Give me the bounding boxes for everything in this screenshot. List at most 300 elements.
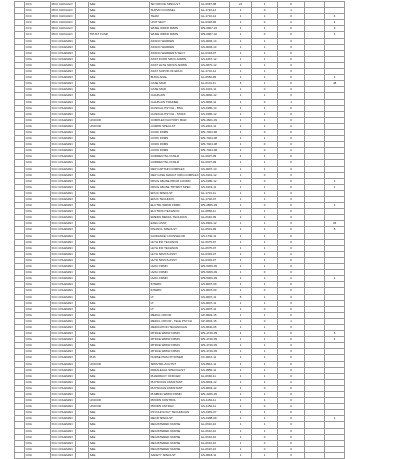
cell-count-c: 0: [278, 422, 305, 428]
cell-institution: MCC CHICAGO: [51, 20, 76, 26]
cell-series-grade: GS-0603-12: [200, 379, 230, 385]
cell-site-code: COA: [25, 264, 51, 270]
cell-count-b: 1: [252, 324, 278, 330]
cell-institution: FCC COLEMAN: [51, 392, 76, 398]
cell-count-c: 0: [278, 44, 305, 50]
cell-fund: S&E: [89, 148, 150, 154]
cell-fund: S&E: [89, 87, 150, 93]
cell-position-title: HLTH SRVCS ASST: [150, 257, 200, 263]
cell-series-grade: GS-0006-14: [200, 38, 230, 44]
cell-count-a: 1: [230, 56, 252, 62]
cell-count-b: 1: [252, 282, 278, 288]
cell-institution: FCC COLEMAN: [51, 172, 76, 178]
cell-site-code: COA: [25, 385, 51, 391]
cell-fund: S&E: [89, 422, 150, 428]
cell-count-a: 1: [230, 172, 252, 178]
cell-count-b: 1: [252, 117, 278, 123]
cell-count-c: 0: [278, 355, 305, 361]
cell-count-a: 1: [230, 282, 252, 288]
cell-count-c: 0: [278, 111, 305, 117]
cell-count-b: 1: [252, 184, 278, 190]
cell-series-grade: GL-0610-10: [200, 434, 230, 440]
cell-fund: S&E: [89, 379, 150, 385]
cell-count-c: 1: [278, 99, 305, 105]
cell-count-c: 0: [278, 452, 305, 458]
cell-institution: FCC COLEMAN: [51, 331, 76, 337]
cell-position-title: CASE MGR: [150, 81, 200, 87]
cell-fund: S&E: [89, 44, 150, 50]
cell-count-c: 0: [278, 239, 305, 245]
cell-series-grade: WS-6907-02: [200, 32, 230, 38]
cell-count-b: 1: [252, 331, 278, 337]
cell-site-code: COA: [25, 343, 51, 349]
cell-count-b: 1: [252, 197, 278, 203]
cell-position-title: HLTH SRVCS ASST: [150, 251, 200, 257]
cell-count-b: 0: [252, 8, 278, 14]
cell-site-code: COA: [25, 270, 51, 276]
cell-institution: FCC COLEMAN: [51, 416, 76, 422]
cell-fund: S&E: [89, 215, 150, 221]
cell-site-code: COA: [25, 81, 51, 87]
cell-count-c: 0: [278, 81, 305, 87]
cell-count-e: 1: [325, 75, 345, 81]
cell-count-a: 1: [230, 245, 252, 251]
cell-count-a: 1: [230, 312, 252, 318]
cell-site-code: COA: [25, 87, 51, 93]
cell-series-grade: GS-0007-09: [200, 288, 230, 294]
cell-count-c: 0: [278, 251, 305, 257]
cell-count-b: 1: [252, 166, 278, 172]
cell-series-grade: GL-1710-12: [200, 8, 230, 14]
cell-series-grade: WS-5309-09: [200, 264, 230, 270]
cell-series-grade: WS-7404-08: [200, 136, 230, 142]
cell-count-b: 1: [252, 221, 278, 227]
cell-fund: S&E: [89, 154, 150, 160]
cell-site-code: COA: [25, 50, 51, 56]
cell-count-c: 0: [278, 148, 305, 154]
cell-series-grade: GL-1702-07: [200, 197, 230, 203]
cell-position-title: MTRCE WRKR FRMN: [150, 349, 200, 355]
cell-count-b: 1: [252, 190, 278, 196]
cell-count-b: 0: [252, 99, 278, 105]
cell-institution: FCC COLEMAN: [51, 422, 76, 428]
cell-site-code: COA: [25, 190, 51, 196]
cell-institution: MCC CHICAGO: [51, 14, 76, 20]
cell-count-a: 1: [230, 87, 252, 93]
cell-count-c: 0: [278, 288, 305, 294]
cell-fund: S&E: [89, 8, 150, 14]
cell-fund: S&E: [89, 190, 150, 196]
cell-count-b: 1: [252, 312, 278, 318]
cell-count-a: 1: [230, 20, 252, 26]
cell-fund: S&E: [89, 288, 150, 294]
cell-site-code: COA: [25, 197, 51, 203]
cell-position-title: DEP CAPTAIN COMPLEX: [150, 166, 200, 172]
cell-position-title: EDUC SPECLST: [150, 190, 200, 196]
table-row: [15, 452, 345, 458]
cell-series-grade: GS-0060-11: [200, 99, 230, 105]
cell-fund: S&E: [89, 331, 150, 337]
cell-fund: S&E: [89, 38, 150, 44]
cell-position-title: HLTH INF TECHNCN: [150, 245, 200, 251]
cell-count-e: 1: [325, 178, 345, 184]
cell-position-title: COMPLEX FACTORY MGR: [150, 117, 200, 123]
cell-fund: S&E: [89, 373, 150, 379]
cell-series-grade: GL-0675-07: [200, 239, 230, 245]
cell-series-grade: WS-4749-09: [200, 343, 230, 349]
cell-count-c: 0: [278, 20, 305, 26]
cell-count-c: 0: [278, 428, 305, 434]
cell-fund: S&E: [89, 452, 150, 458]
cell-count-b: 0: [252, 87, 278, 93]
cell-count-b: 0: [252, 318, 278, 324]
cell-fund: S&E: [89, 105, 150, 111]
cell-count-c: 0: [278, 294, 305, 300]
cell-fund: S&E: [89, 416, 150, 422]
cell-institution: FCC COLEMAN: [51, 446, 76, 452]
cell-count-b: 1: [252, 69, 278, 75]
cell-count-c: 0: [278, 142, 305, 148]
cell-institution: FCC COLEMAN: [51, 312, 76, 318]
cell-count-a: 1: [230, 239, 252, 245]
staffing-table: [14, 1, 345, 459]
cell-institution: FCC COLEMAN: [51, 288, 76, 294]
cell-institution: FCC COLEMAN: [51, 373, 76, 379]
cell-count-a: 1: [230, 197, 252, 203]
cell-site-code: COA: [25, 142, 51, 148]
cell-fund: S&E: [89, 172, 150, 178]
cell-site-code: COA: [25, 209, 51, 215]
cell-site-code: COA: [25, 136, 51, 142]
cell-series-grade: GL-0501-09: [200, 227, 230, 233]
cell-position-title: SUPVR COUNSEL: [150, 8, 200, 14]
cell-series-grade: GS-0007-13: [200, 166, 230, 172]
cell-position-title: REGISTERED NURSE: [150, 446, 200, 452]
cell-series-grade: GL-0610-10: [200, 440, 230, 446]
cell-count-b: 1: [252, 209, 278, 215]
cell-institution: FCC COLEMAN: [51, 136, 76, 142]
cell-count-a: 1: [230, 452, 252, 458]
cell-site-code: COA: [25, 38, 51, 44]
cell-count-b: 1: [252, 75, 278, 81]
cell-count-c: 0: [278, 160, 305, 166]
cell-count-e: 1: [325, 184, 345, 190]
cell-site-code: COA: [25, 276, 51, 282]
cell-fund: S&E: [89, 209, 150, 215]
cell-series-grade: GS-0007-11: [200, 300, 230, 306]
cell-position-title: INTERN: [150, 282, 200, 288]
cell-institution: FCC COLEMAN: [51, 324, 76, 330]
cell-institution: FCC COLEMAN: [51, 434, 76, 440]
cell-institution: FCC COLEMAN: [51, 38, 76, 44]
cell-count-b: 0: [252, 434, 278, 440]
cell-site-code: COA: [25, 361, 51, 367]
cell-count-a: 1: [230, 361, 252, 367]
cell-count-a: 1: [230, 44, 252, 50]
cell-count-a: 1: [230, 373, 252, 379]
cell-series-grade: WS-4206-09: [200, 392, 230, 398]
cell-fund: UNICOR: [89, 117, 150, 123]
cell-fund: UNICOR: [89, 404, 150, 410]
cell-count-a: 1: [230, 75, 252, 81]
cell-site-code: CCC: [25, 32, 51, 38]
cell-series-grade: WS-7404-08: [200, 129, 230, 135]
cell-count-a: 1: [230, 343, 252, 349]
cell-count-a: 1: [230, 14, 252, 20]
cell-institution: FCC COLEMAN: [51, 129, 76, 135]
cell-count-c: 0: [278, 270, 305, 276]
cell-count-a: 1: [230, 123, 252, 129]
cell-count-a: 1: [230, 142, 252, 148]
cell-count-e: 1: [325, 276, 345, 282]
cell-count-c: 0: [278, 178, 305, 184]
cell-position-title: UNIT SECY: [150, 20, 200, 26]
cell-count-a: 1: [230, 379, 252, 385]
cell-site-code: COA: [25, 294, 51, 300]
cell-count-b: 1: [252, 154, 278, 160]
cell-count-b: 1: [252, 343, 278, 349]
cell-site-code: COA: [25, 300, 51, 306]
cell-site-code: COA: [25, 75, 51, 81]
cell-count-b: 1: [252, 355, 278, 361]
cell-count-a: 1: [230, 385, 252, 391]
cell-site-code: COA: [25, 251, 51, 257]
cell-series-grade: GS-0101-12: [200, 172, 230, 178]
cell-fund: S&E: [89, 62, 150, 68]
cell-count-b: 0: [252, 142, 278, 148]
cell-series-grade: GL-0303-07: [200, 257, 230, 263]
cell-institution: FCC COLEMAN: [51, 349, 76, 355]
cell-site-code: COA: [25, 452, 51, 458]
cell-count-a: 1: [230, 209, 252, 215]
cell-fund: S&E: [89, 99, 150, 105]
cell-spacer: [15, 452, 25, 458]
cell-count-a: 2: [230, 215, 252, 221]
cell-position-title: RECR SPECLST: [150, 416, 200, 422]
cell-fund: S&E: [89, 251, 150, 257]
cell-count-c: 0: [278, 38, 305, 44]
cell-institution: FCC COLEMAN: [51, 440, 76, 446]
cell-institution: FCC COLEMAN: [51, 251, 76, 257]
cell-fund: S&E: [89, 440, 150, 446]
cell-institution: MCC CHICAGO: [51, 2, 76, 8]
cell-count-c: 0: [278, 282, 305, 288]
table-body: [15, 2, 345, 459]
cell-count-b: 1: [252, 410, 278, 416]
cell-count-b: 1: [252, 392, 278, 398]
cell-fund: S&E: [89, 428, 150, 434]
cell-position-title: MEDICATION TECHNICIAN: [150, 324, 200, 330]
cell-fund: S&E: [89, 276, 150, 282]
cell-count-e: 5: [325, 331, 345, 337]
cell-fund: S&E: [89, 300, 150, 306]
cell-count-c: 0: [278, 343, 305, 349]
cell-site-code: COA: [25, 440, 51, 446]
cell-count-a: 1: [230, 440, 252, 446]
cell-position-title: MTRCE WRKR FRMN: [150, 337, 200, 343]
cell-fund: S&E: [89, 282, 150, 288]
cell-series-grade: WS-4749-09: [200, 349, 230, 355]
cell-fund: S&E: [89, 257, 150, 263]
cell-institution: FCC COLEMAN: [51, 398, 76, 404]
cell-series-grade: GL-1710-12: [200, 14, 230, 20]
cell-fund: S&E: [89, 136, 150, 142]
cell-fund: S&E: [89, 93, 150, 99]
cell-position-title: CASE MGR: [150, 87, 200, 93]
cell-count-b: 1: [252, 26, 278, 32]
cell-site-code: COA: [25, 398, 51, 404]
cell-fund: S&E: [89, 349, 150, 355]
cell-count-c: 0: [278, 324, 305, 330]
cell-institution: FCC COLEMAN: [51, 385, 76, 391]
cell-count-c: 0: [278, 398, 305, 404]
cell-count-c: 0: [278, 306, 305, 312]
cell-count-e: 1: [325, 203, 345, 209]
cell-series-grade: GS-1152-11: [200, 398, 230, 404]
cell-series-grade: GS-0018-11: [200, 452, 230, 458]
cell-site-code: COA: [25, 99, 51, 105]
cell-count-a: 1: [230, 190, 252, 196]
cell-count-a: 1: [230, 300, 252, 306]
cell-count-b: 0: [252, 178, 278, 184]
cell-site-code: COA: [25, 379, 51, 385]
cell-institution: FCC COLEMAN: [51, 50, 76, 56]
cell-series-grade: WS-6907-03: [200, 26, 230, 32]
cell-position-title: FINANCL SPECLST: [150, 227, 200, 233]
cell-count-c: 0: [278, 136, 305, 142]
cell-fund: S&E: [89, 227, 150, 233]
cell-fund: S&E: [89, 178, 150, 184]
cell-count-c: 1: [278, 318, 305, 324]
cell-count-a: 1: [230, 349, 252, 355]
cell-count-a: 1: [230, 136, 252, 142]
cell-institution: FCC COLEMAN: [51, 361, 76, 367]
cell-fund: S&E: [89, 160, 150, 166]
cell-count-c: 0: [278, 385, 305, 391]
cell-count-a: 1: [230, 306, 252, 312]
cell-fund: S&E: [89, 410, 150, 416]
cell-position-title: COMPR SPECLST: [150, 123, 200, 129]
cell-site-code: CCC: [25, 2, 51, 8]
cell-count-b: 0: [252, 172, 278, 178]
cell-count-c: 0: [278, 361, 305, 367]
cell-institution: FCC COLEMAN: [51, 81, 76, 87]
cell-count-b: 1: [252, 398, 278, 404]
cell-count-c: 0: [278, 32, 305, 38]
cell-position-title: MTRCE WRKR FRMN: [150, 331, 200, 337]
cell-count-c: 0: [278, 446, 305, 452]
cell-fund: S&E: [89, 318, 150, 324]
cell-count-c: 0: [278, 190, 305, 196]
cell-position-title: WHSE WRKR FRMN: [150, 26, 200, 32]
cell-count-b: 1: [252, 245, 278, 251]
cell-position-title: PHYSICIAN ASSISTANT: [150, 385, 200, 391]
cell-fund: S&E: [89, 81, 150, 87]
cell-series-grade: GS-0007-11: [200, 306, 230, 312]
cell-institution: FCC COLEMAN: [51, 190, 76, 196]
cell-count-a: 1: [230, 105, 252, 111]
cell-series-grade: GP-0602-15: [200, 312, 230, 318]
cell-count-b: 1: [252, 361, 278, 367]
cell-count-e: 4: [325, 337, 345, 343]
cell-position-title: PLMBNG WRKR FRMN: [150, 392, 200, 398]
cell-count-b: 1: [252, 337, 278, 343]
cell-institution: FCC COLEMAN: [51, 282, 76, 288]
cell-count-c: 0: [278, 172, 305, 178]
cell-institution: FCC COLEMAN: [51, 184, 76, 190]
cell-count-b: 0: [252, 404, 278, 410]
cell-fund: S&E: [89, 337, 150, 343]
cell-site-code: COA: [25, 288, 51, 294]
cell-site-code: COA: [25, 410, 51, 416]
cell-position-title: BUDG ANAL: [150, 75, 200, 81]
cell-position-title: LT: [150, 300, 200, 306]
cell-institution: FCC COLEMAN: [51, 404, 76, 410]
cell-count-a: 1: [230, 398, 252, 404]
cell-institution: FCC COLEMAN: [51, 233, 76, 239]
cell-count-c: 0: [278, 166, 305, 172]
cell-position-title: ASST SUPVR OF EDUC: [150, 69, 200, 75]
cell-count-a: 4: [230, 331, 252, 337]
cell-institution: FCC COLEMAN: [51, 337, 76, 343]
cell-series-grade: GS-0007-11: [200, 294, 230, 300]
cell-fund: S&E: [89, 385, 150, 391]
cell-position-title: EMERG MEDCL TECHNCN: [150, 215, 200, 221]
cell-count-a: 1: [230, 276, 252, 282]
cell-count-b: 0: [252, 270, 278, 276]
cell-institution: FCC COLEMAN: [51, 160, 76, 166]
cell-position-title: MEDCL OFFCR: [150, 312, 200, 318]
cell-series-grade: GS-1152-11: [200, 404, 230, 410]
cell-series-grade: GL-0101-11: [200, 81, 230, 87]
cell-site-code: COA: [25, 105, 51, 111]
cell-position-title: PRODN CONTROL: [150, 398, 200, 404]
cell-count-a: 1: [230, 270, 252, 276]
cell-fund: S&E: [89, 294, 150, 300]
cell-position-title: CORRECTNL CNSLR: [150, 160, 200, 166]
cell-institution: FCC COLEMAN: [51, 44, 76, 50]
cell-count-a: 1: [230, 355, 252, 361]
cell-institution: FCC COLEMAN: [51, 197, 76, 203]
cell-count-c: 0: [278, 367, 305, 373]
cell-fund: S&E: [89, 75, 150, 81]
cell-count-c: 0: [278, 56, 305, 62]
cell-institution: FCC COLEMAN: [51, 99, 76, 105]
cell-institution: MCC CHICAGO: [51, 32, 76, 38]
cell-count-c: 0: [278, 300, 305, 306]
cell-series-grade: GS-0188-09: [200, 416, 230, 422]
cell-position-title: LT: [150, 294, 200, 300]
cell-position-title: EDUC TECHNCN: [150, 197, 200, 203]
cell-position-title: EXEC ASST: [150, 221, 200, 227]
cell-institution: FCC COLEMAN: [51, 452, 76, 458]
cell-institution: FCC COLEMAN: [51, 343, 76, 349]
cell-site-code: CCC: [25, 14, 51, 20]
cell-position-title: HVAC FRMN: [150, 264, 200, 270]
cell-institution: FCC COLEMAN: [51, 245, 76, 251]
cell-fund: S&E: [89, 306, 150, 312]
cell-site-code: COA: [25, 215, 51, 221]
cell-institution: FCC COLEMAN: [51, 215, 76, 221]
cell-count-b: 1: [252, 239, 278, 245]
cell-series-grade: WS-7404-08: [200, 148, 230, 154]
cell-count-b: 0: [252, 288, 278, 294]
cell-institution: FCC COLEMAN: [51, 87, 76, 93]
cell-series-grade: WS-5309-09: [200, 270, 230, 276]
cell-series-grade: GL-0675-07: [200, 245, 230, 251]
cell-fund: S&E: [89, 233, 150, 239]
cell-position-title: MTRCE WRKR FRMN: [150, 343, 200, 349]
